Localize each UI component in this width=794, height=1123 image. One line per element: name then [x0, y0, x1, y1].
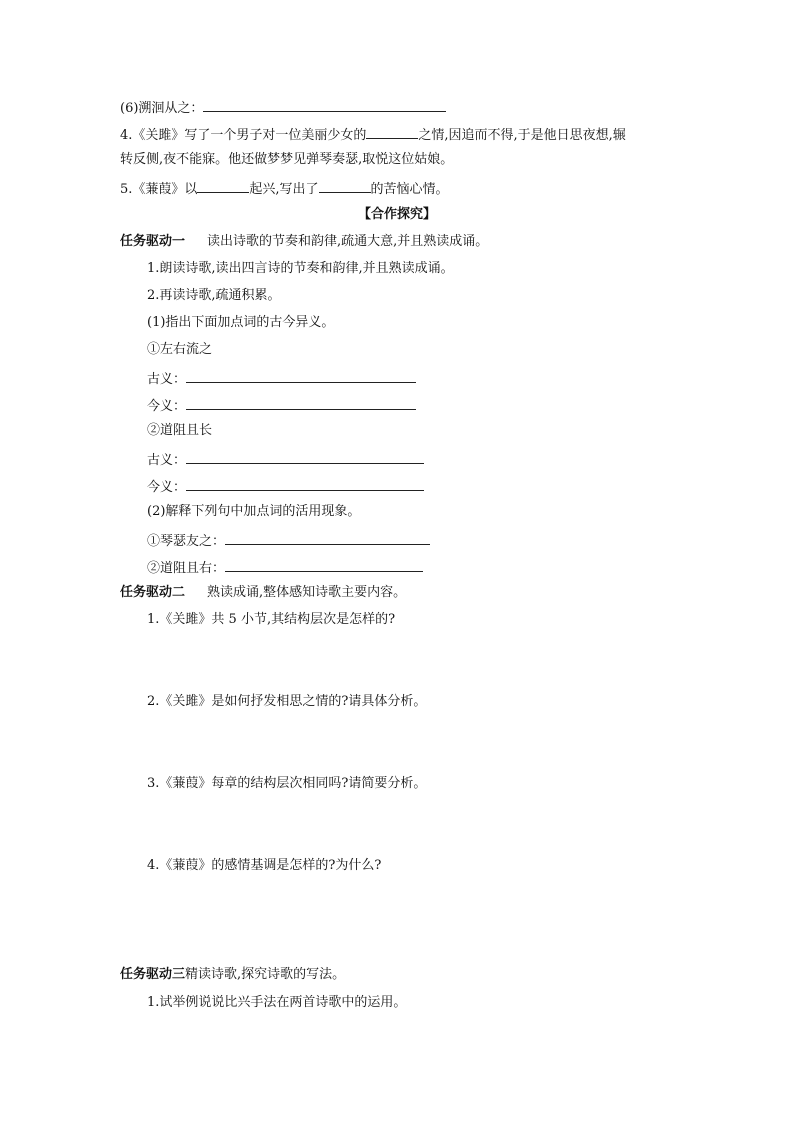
- section-title: 【合作探究】: [357, 207, 436, 222]
- ancient-label: 古义：: [147, 453, 187, 468]
- task-2-question-4: 4.《蒹葭》的感情基调是怎样的?为什么?: [147, 858, 382, 873]
- answer-blank[interactable]: [186, 395, 416, 410]
- task-3-question-1: 1.试举例说说比兴手法在两首诗歌中的运用。: [147, 995, 407, 1010]
- modern-label: 今义：: [147, 480, 187, 495]
- example-1: ①左右流之: [147, 342, 213, 357]
- task-1-header: [120, 233, 488, 251]
- answer-blank[interactable]: [225, 530, 430, 545]
- task-1-sub-2: (2)解释下列句中加点词的活用现象。: [147, 504, 361, 519]
- modern-meaning-1: [147, 395, 416, 416]
- task-2-question-1: 1.《关雎》共 5 小节,其结构层次是怎样的?: [147, 612, 396, 627]
- ancient-meaning-2: [147, 449, 424, 470]
- question-4-line-2: 转反侧,夜不能寐。他还做梦梦见弹琴奏瑟,取悦这位姑娘。: [120, 152, 454, 167]
- modern-label: 今义：: [147, 399, 187, 414]
- answer-blank[interactable]: [186, 476, 424, 491]
- question-5: [120, 178, 449, 199]
- answer-blank[interactable]: [319, 178, 371, 193]
- task-1-desc: 读出诗歌的节奏和韵律,疏通大意,并且熟读成诵。: [207, 234, 489, 249]
- task-3-heading: 任务驱动三: [120, 967, 186, 982]
- task-1-sub-1: (1)指出下面加点词的古今异义。: [147, 315, 335, 330]
- task-1-item-1: 1.朗读诗歌,读出四言诗的节奏和韵律,并且熟读成诵。: [147, 261, 454, 276]
- task-2-heading: 任务驱动二: [120, 585, 186, 600]
- question-5-text-c: 的苦恼心情。: [370, 182, 449, 197]
- question-5-text-a: 5.《蒹葭》以: [120, 182, 198, 197]
- question-6-label: (6)溯洄从之：: [120, 101, 204, 116]
- answer-blank[interactable]: [186, 368, 416, 383]
- answer-blank[interactable]: [197, 178, 249, 193]
- question-5-text-b: 起兴,写出了: [249, 182, 319, 197]
- task-1-heading: 任务驱动一: [120, 234, 186, 249]
- answer-blank[interactable]: [225, 557, 423, 572]
- ancient-label: 古义：: [147, 372, 187, 387]
- task-2-question-2: 2.《关雎》是如何抒发相思之情的?请具体分析。: [147, 694, 427, 709]
- modern-meaning-2: [147, 476, 424, 497]
- question-4-text-a: 4.《关雎》写了一个男子对一位美丽少女的: [120, 128, 367, 143]
- usage-2-label: ②道阻且右：: [147, 561, 226, 576]
- answer-blank[interactable]: [203, 97, 446, 112]
- usage-2: [147, 557, 423, 578]
- example-2: ②道阻且长: [147, 423, 213, 438]
- task-3-header: [120, 966, 345, 984]
- task-1-item-2: 2.再读诗歌,疏通积累。: [147, 288, 281, 303]
- question-4-line-1: [120, 124, 626, 145]
- usage-1-label: ①琴瑟友之：: [147, 534, 226, 549]
- answer-blank[interactable]: [366, 124, 418, 139]
- ancient-meaning-1: [147, 368, 416, 389]
- question-4-text-b: 之情,因追而不得,于是他日思夜想,辗: [418, 128, 626, 143]
- task-2-question-3: 3.《蒹葭》每章的结构层次相同吗?请简要分析。: [147, 776, 427, 791]
- task-2-header: [120, 584, 406, 602]
- task-2-desc: 熟读成诵,整体感知诗歌主要内容。: [207, 585, 407, 600]
- question-6: [120, 97, 446, 118]
- usage-1: [147, 530, 430, 551]
- task-3-desc: 精读诗歌,探究诗歌的写法。: [185, 967, 346, 982]
- answer-blank[interactable]: [186, 449, 424, 464]
